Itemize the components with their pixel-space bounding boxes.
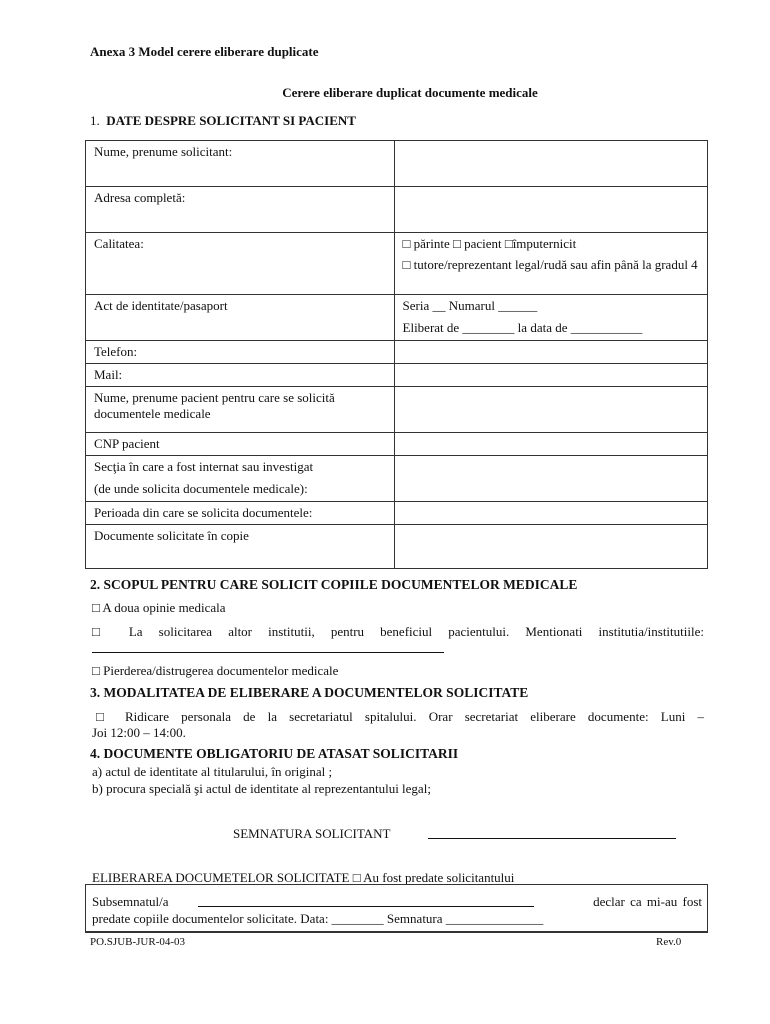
footer-rule — [85, 932, 708, 933]
signature-line[interactable] — [428, 838, 676, 839]
applicant-table — [85, 140, 708, 569]
field-patient-name[interactable] — [394, 387, 707, 433]
label-telefon: Telefon: — [86, 341, 395, 364]
sectia-line-1: Secţia în care a fost internat sau investigat — [94, 459, 314, 474]
label-calitatea: Calitatea: — [86, 233, 395, 295]
section4-title: 4. DOCUMENTE OBLIGATORIU DE ATASAT SOLICITARII — [90, 746, 459, 761]
section1-number: 1. — [90, 113, 100, 128]
field-address[interactable] — [394, 187, 707, 233]
signature-label: SEMNATURA SOLICITANT — [233, 826, 391, 841]
release-name-line[interactable] — [198, 906, 534, 907]
release-method-option[interactable]: □ Ridicare personala de la secretariatul spitalului. Orar secretariat eliberare documente: Luni – — [96, 709, 704, 724]
release-subsemnatul: Subsemnatul/a — [92, 894, 169, 909]
label-solicitant-name: Nume, prenume solicitant: — [86, 141, 395, 187]
label-address: Adresa completă: — [86, 187, 395, 233]
release-method-schedule: Joi 12:00 – 14:00. — [92, 725, 186, 740]
id-eliberat[interactable]: Eliberat de ________ la data de ___________ — [402, 320, 643, 335]
release-heading: ELIBERAREA DOCUMETELOR SOLICITATE □ Au fost predate solicitantului — [92, 870, 515, 885]
release-declar: declar ca mi-au fost — [593, 894, 702, 909]
required-doc-a: a) actul de identitate al titularului, în original ; — [92, 764, 333, 779]
section1-heading — [90, 113, 356, 129]
section3-title: 3. MODALITATEA DE ELIBERARE A DOCUMENTELOR SOLICITATE — [90, 685, 529, 700]
label-documente: Documente solicitate în copie — [86, 525, 395, 569]
purpose-option-second-opinion[interactable]: □ A doua opinie medicala — [92, 600, 226, 615]
field-sectia[interactable] — [394, 456, 707, 502]
label-sectia — [86, 456, 395, 502]
footer-code: PO.SJUB-JUR-04-03 — [90, 936, 186, 948]
label-patient-name: Nume, prenume pacient pentru care se solicită documentele medicale — [86, 387, 395, 433]
field-solicitant-name[interactable] — [394, 141, 707, 187]
section2-title: 2. SCOPUL PENTRU CARE SOLICIT COPIILE DOCUMENTELOR MEDICALE — [90, 577, 578, 592]
page-title: Cerere eliberare duplicat documente medicale — [282, 85, 538, 100]
field-calitatea — [394, 233, 707, 295]
institutions-blank-line[interactable] — [92, 652, 444, 653]
calitatea-options-2[interactable]: □ tutore/reprezentant legal/rudă sau afin până la gradul 4 — [402, 257, 698, 272]
purpose-option-lost-documents[interactable]: □ Pierderea/distrugerea documentelor medicale — [92, 663, 339, 678]
field-documente[interactable] — [394, 525, 707, 569]
label-cnp: CNP pacient — [86, 433, 395, 456]
label-perioada: Perioada din care se solicita documentele: — [86, 502, 395, 525]
field-mail[interactable] — [394, 364, 707, 387]
calitatea-options-1[interactable]: □ părinte □ pacient □împuternicit — [402, 236, 577, 251]
label-mail: Mail: — [86, 364, 395, 387]
label-id-document: Act de identitate/pasaport — [86, 295, 395, 341]
annex-label: Anexa 3 Model cerere eliberare duplicate — [90, 44, 319, 59]
purpose-option-institutions[interactable]: □ La solicitarea altor institutii, pentru beneficiul pacientului. Mentionati institutia/institutiile: — [92, 624, 704, 639]
release-date-signature[interactable]: predate copiile documentelor solicitate. Data: ________ Semnatura _______________ — [92, 911, 544, 926]
section1-title: DATE DESPRE SOLICITANT SI PACIENT — [106, 113, 356, 128]
required-doc-b: b) procura specială şi actul de identitate al reprezentantului legal; — [92, 781, 431, 796]
field-cnp[interactable] — [394, 433, 707, 456]
field-telefon[interactable] — [394, 341, 707, 364]
footer-revision: Rev.0 — [656, 936, 682, 948]
sectia-line-2: (de unde solicita documentele medicale): — [94, 481, 308, 496]
field-id-document — [394, 295, 707, 341]
id-seria-numarul[interactable]: Seria __ Numarul ______ — [402, 298, 538, 313]
field-perioada[interactable] — [394, 502, 707, 525]
